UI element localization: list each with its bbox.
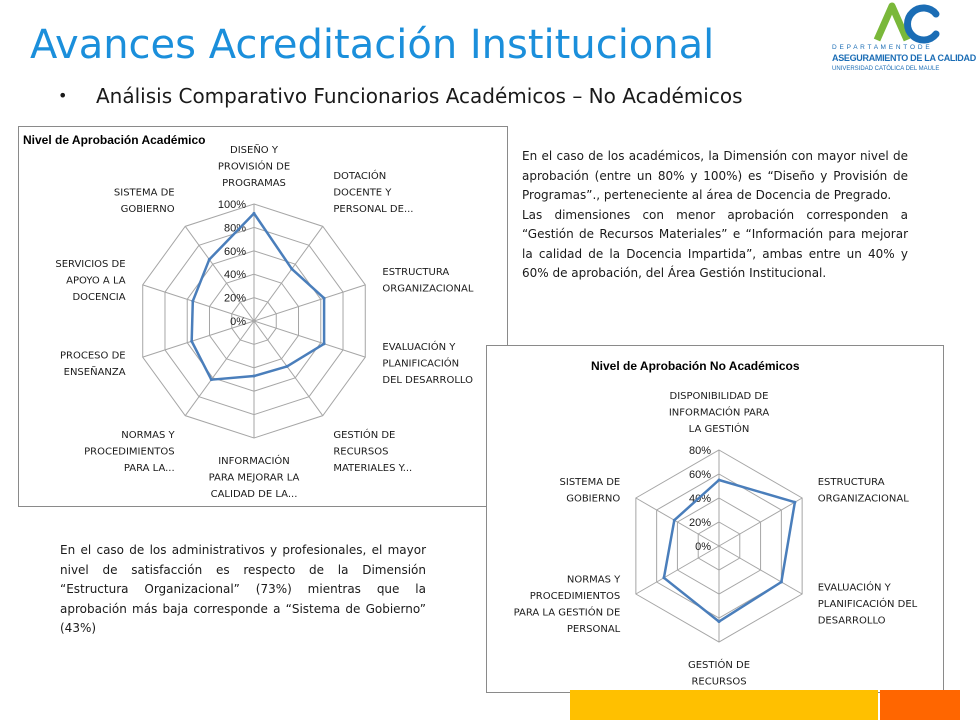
data-point (253, 212, 256, 215)
data-point (290, 267, 293, 270)
category-label-line: PROVISIÓN DE (217, 161, 291, 173)
category-label-line: PERSONAL DE... (333, 203, 414, 215)
category-label (60, 350, 126, 378)
category-label-line: LA GESTIÓN (688, 424, 750, 435)
tick-label: 0% (230, 316, 246, 328)
category-label-line: NORMAS Y (566, 574, 621, 586)
category-label-line: SERVICIOS DE (55, 258, 126, 270)
tick-label: 40% (688, 493, 711, 505)
category-label-line: PROCEDIMIENTOS (529, 590, 621, 602)
category-label-line: PROGRAMAS (222, 178, 286, 189)
category-label (114, 187, 175, 215)
category-label (84, 430, 175, 474)
tick-label: 60% (223, 245, 246, 258)
category-label-line: RECURSOS (333, 446, 389, 458)
academic-analysis-p2: Las dimensiones con menor aprobación corresponden a “Gestión de Recursos Materiales” e “Información para mejorar la calidad de la Docencia Impartida”, ambas entre un 40% y 60% de aprobación, del Área Gestión Institucional. (522, 207, 908, 280)
category-label (218, 143, 290, 189)
category-label-line: DOTACIÓN (333, 170, 387, 182)
category-label-line: GOBIERNO (566, 493, 621, 505)
category-label (55, 259, 125, 303)
data-point (208, 258, 211, 261)
category-label-line: PARA LA... (123, 463, 175, 475)
category-label-line: DOCENCIA (72, 291, 126, 303)
tick-label: 100% (217, 199, 246, 211)
category-label-line: GESTIÓN DE (687, 660, 751, 671)
nonacademic-chart-title: Nivel de Aprobación No Académicos (591, 359, 800, 373)
category-label-line: SISTEMA DE (113, 187, 175, 199)
data-point (323, 342, 326, 345)
logo-mark-icon (832, 0, 952, 46)
category-label (382, 340, 473, 386)
category-label-line: APOYO A LA (66, 275, 126, 287)
nonacademic-radar-chart (487, 346, 943, 692)
tick-label: 80% (688, 445, 711, 457)
category-label-line: GOBIERNO (120, 203, 175, 215)
category-label (818, 477, 909, 505)
category-label-line: DISEÑO Y (230, 145, 278, 156)
tick-label: 20% (688, 517, 711, 529)
category-label-line: GESTIÓN DE (333, 430, 396, 442)
data-point (323, 297, 326, 300)
category-label-line: DOCENTE Y (333, 187, 392, 199)
category-label (209, 454, 300, 500)
category-label (333, 428, 412, 474)
category-label-line: MATERIALES Y... (333, 463, 413, 475)
category-label-line: EVALUACIÓN Y (382, 342, 456, 354)
category-label-line: PLANIFICACIÓN DEL (817, 599, 918, 610)
category-label-line: ENSEÑANZA (63, 366, 126, 378)
category-label-line: ESTRUCTURA (382, 267, 450, 279)
category-label-line: SISTEMA DE (559, 476, 621, 488)
category-label-line: DISPONIBILIDAD DE (669, 391, 769, 402)
data-point (793, 501, 796, 504)
category-label-line: NORMAS Y (121, 430, 175, 442)
tick-label: 20% (223, 292, 246, 305)
category-label-line: EVALUACIÓN Y (817, 582, 891, 594)
tick-label: 80% (223, 222, 246, 235)
category-label-line: CALIDAD DE LA... (210, 489, 298, 500)
academic-chart-title: Nivel de Aprobación Académico (23, 133, 206, 147)
tick-label: 40% (223, 269, 246, 282)
category-label (333, 169, 413, 215)
category-label (560, 477, 621, 505)
academic-analysis-p1: En el caso de los académicos, la Dimensión con mayor nivel de aprobación (entre un 80% y 100%) es “Diseño y Provisión de Programas”., perteneciente al área de Docencia de Pregrado. (522, 149, 908, 202)
tick-label: 60% (688, 469, 711, 481)
data-point (190, 340, 193, 343)
nonacademic-analysis-text (60, 541, 426, 639)
data-point (718, 620, 721, 623)
data-point (210, 378, 213, 381)
logo-line-1: D E P A R T A M E N T O D E (832, 44, 931, 51)
series-line (192, 213, 324, 379)
category-label-line: ESTRUCTURA (817, 476, 885, 488)
category-label-line: PROCESO DE (60, 350, 126, 362)
data-point (662, 576, 665, 579)
accent-bar-orange (880, 690, 960, 720)
academic-analysis-text (522, 147, 908, 284)
series-line (664, 480, 795, 622)
grid-spoke (254, 285, 365, 321)
category-label-line: PLANIFICACIÓN (382, 358, 460, 370)
category-label (818, 581, 918, 627)
category-label-line: PARA MEJORAR LA (208, 472, 300, 484)
category-label (382, 267, 473, 295)
department-logo (832, 0, 976, 80)
logo-line-2: ASEGURAMIENTO DE LA CALIDAD (832, 53, 976, 63)
data-point (780, 581, 783, 584)
accent-bar-yellow (570, 690, 878, 720)
category-label-line: INFORMACIÓN PARA (668, 407, 770, 419)
grid-spoke (185, 321, 254, 416)
tick-label: 0% (695, 541, 711, 553)
logo-line-3: UNIVERSIDAD CATÓLICA DEL MAULE (832, 66, 940, 72)
category-label-line: RECURSOS (691, 676, 747, 688)
category-label-line: PARA LA GESTIÓN DE (513, 607, 621, 619)
grid-spoke (254, 321, 323, 416)
category-label (669, 391, 770, 435)
data-point (718, 479, 721, 482)
category-label-line: ORGANIZACIONAL (817, 493, 909, 505)
data-point (286, 365, 289, 368)
category-label-line: DEL DESARROLLO (382, 375, 473, 387)
category-label (514, 574, 622, 635)
bullet-icon: • (58, 86, 68, 105)
slide-title: Avances Acreditación Institucional (30, 22, 715, 68)
category-label-line: DESARROLLO (817, 615, 886, 627)
subtitle-row (58, 84, 743, 108)
data-point (673, 519, 676, 522)
category-label-line: INFORMACIÓN (218, 456, 290, 467)
academic-chart-box (18, 126, 508, 507)
data-point (191, 300, 194, 303)
category-label-line: PROCEDIMIENTOS (84, 446, 175, 458)
nonacademic-analysis-p1: En el caso de los administrativos y profesionales, el mayor nivel de satisfacción es respecto de la Dimensión “Estructura Organizacional” (73%) mientras que la aprobación más baja corresponde a “Sistema de Gobierno” (43%) (60, 543, 426, 635)
slide-subtitle: Análisis Comparativo Funcionarios Académicos – No Académicos (96, 84, 743, 108)
grid-spoke (254, 226, 323, 321)
academic-radar-chart (19, 127, 507, 506)
nonacademic-chart-box (486, 345, 944, 693)
data-point (253, 374, 256, 377)
category-label-line: PERSONAL (566, 623, 621, 635)
category-label-line: ORGANIZACIONAL (382, 283, 474, 295)
